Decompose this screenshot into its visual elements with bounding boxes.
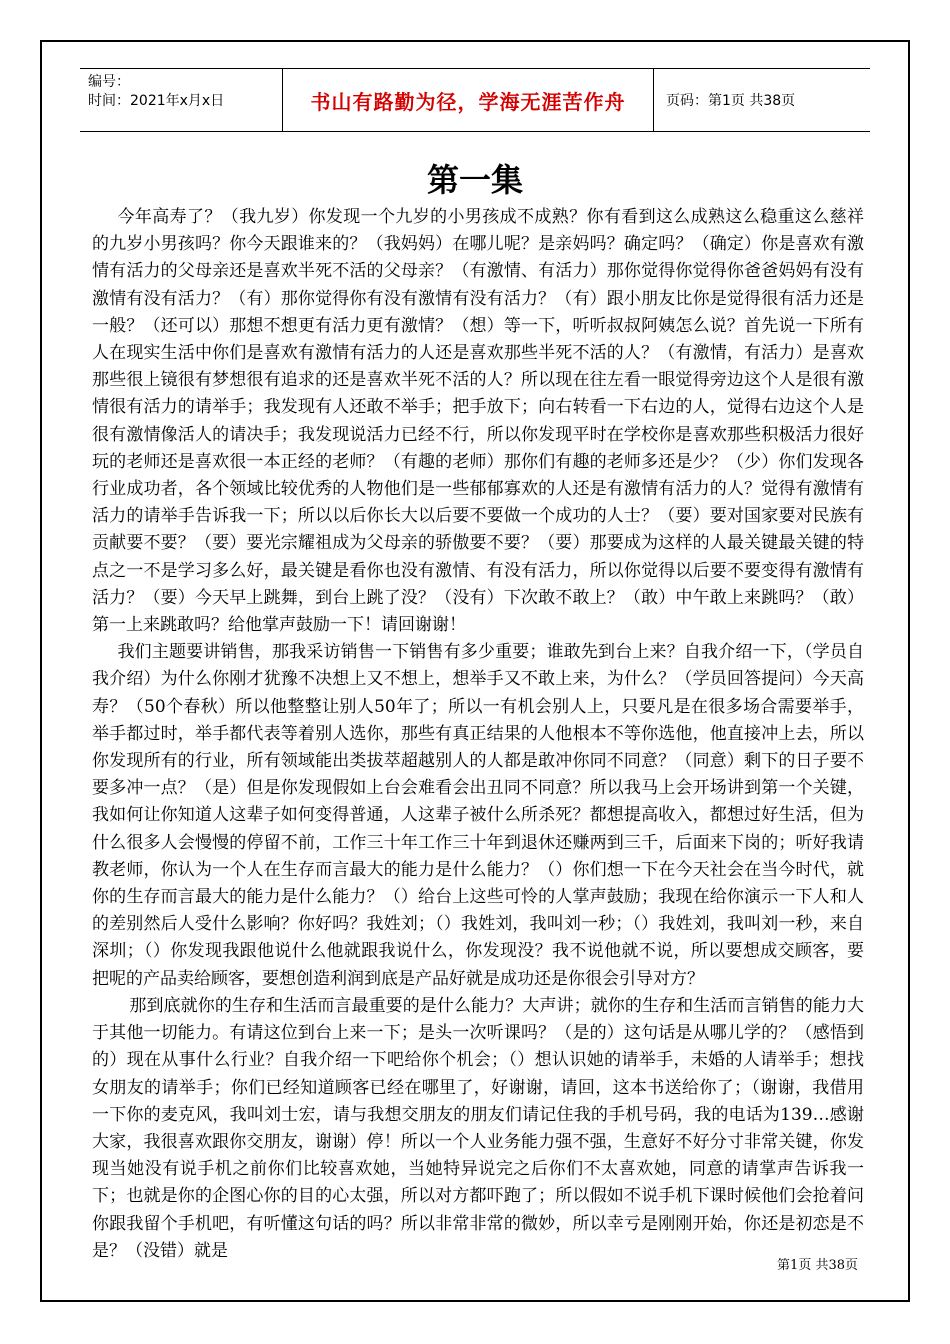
header-meta [80, 69, 282, 131]
header-page-info: 页码：第1页 共38页 [666, 93, 796, 109]
paragraph: 今年高寿了？（我九岁）你发现一个九岁的小男孩成不成熟？你有看到这么成熟这么稳重这么慈祥的九岁小男孩吗？你今天跟谁来的？（我妈妈）在哪儿呢？是亲妈吗？确定吗？（确定）你是喜欢有激情有活力的父母亲还是喜欢半死不活的父母亲？（有激情、有活力）那你觉得你觉得你爸爸妈妈有没有激情有没有活力？（有）那你觉得你有没有激情有没有活力？（有）跟小朋友比你是觉得很有活力还是一般？（还可以）那想不想更有活力更有激情？（想）等一下，听听叔叔阿姨怎么说？首先说一下所有人在现实生活中你们是喜欢有激情有活力的人还是喜欢那些半死不活的人？（有激情，有活力）是喜欢那些很上镜很有梦想很有追求的还是喜欢半死不活的人？所以现在往左看一眼觉得旁边这个人是很有激情很有活力的请举手；我发现有人还敢不举手；把手放下；向右转看一下右边的人，觉得右边这个人是很有激情像活人的请决手；我发现说活力已经不行，所以你发现平时在学校你是喜欢那些积极活力很好玩的老师还是喜欢很一本正经的老师？（有趣的老师）那你们有趣的老师多还是少？（少）你们发现各行业成功者，各个领域比较优秀的人物他们是一些郁郁寡欢的人还是有激情有活力的人？觉得有激情有活力的请举手告诉我一下；所以以后你长大以后要不要做一个成功的人士？（要）要对国家要对民族有贡献要不要？（要）要光宗耀祖成为父母亲的骄傲要不要？（要）那要成为这样的人最关键最关键的特点之一不是学习多么好，最关键是看你也没有激情、有没有活力，所以你觉得以后要不要变得有激情有活力？（要）今天早上跳舞，到台上跳了没？（没有）下次敢不敢上？（敢）中午敢上来跳吗？（敢）第一上来跳敢吗？给他掌声鼓励一下！请回谢谢！ [92, 207, 864, 636]
footer-page-number: 第1页 共38页 [777, 1258, 858, 1273]
page-title: 第一集 [426, 161, 523, 199]
date-label: 时间：2021年x月x日 [88, 93, 225, 109]
header-motto: 书山有路勤为径，学海无涯苦作舟 [282, 69, 654, 131]
paragraph: 那到底就你的生存和生活而言最重要的是什么能力？大声讲；就你的生存和生活而言销售的能力大于其他一切能力。有请这位到台上来一下；是头一次听课吗？（是的）这句话是从哪儿学的？（感悟到的）现在从事什么行业？自我介绍一下吧给你个机会；（）想认识她的请举手，未婚的人请举手；想找女朋友的请举手；你们已经知道顾客已经在哪里了，好谢谢，请回，这本书送给你了；（谢谢，我借用一下你的麦克风，我叫刘士宏，请与我想交朋友的朋友们请记住我的手机号码，我的电话为139…感谢大家，我很喜欢跟你交朋友，谢谢）停！所以一个人业务能力强不强，生意好不好分寸非常关键，你发现当她没有说手机之前你们比较喜欢她，当她特异说完之后你们不太喜欢她，同意的请掌声告诉我一下；也就是你的企图心你的目的心太强，所以对方都吓跑了；所以假如不说手机下课时候他们会抢着问你跟我留个手机吧，有听懂这句话的吗？所以非常非常的微妙，所以幸亏是刚刚开始，你还是初恋是不是？（没错）就是 [92, 995, 864, 1261]
document-body [92, 204, 864, 1265]
page-header [80, 68, 870, 132]
number-label: 编号： [88, 74, 130, 90]
paragraph: 我们主题要讲销售，那我采访销售一下销售有多少重要；谁敢先到台上来？自我介绍一下，（学员自我介绍）为什么你刚才犹豫不决想上又不想上，想举手又不敢上来，为什么？（学员回答提问）今天高寿？（50个春秋）所以他整整让别人50年了；所以一有机会别人上，只要凡是在很多场合需要举手，举手都过时，举手都代表等着别人选你，那些有真正结果的人他根本不等你选他，他直接冲上去，所以你发现所有的行业，所有领域能出类拔萃超越别人的人都是敢冲你同不同意？（同意）剩下的日子要不要多冲一点？（是）但是你发现假如上台会难看会出丑同不同意？所以我马上会开场讲到第一个关键，我如何让你知道人这辈子如何变得普通，人这辈子被什么所杀死？都想提高收入，都想过好生活，但为什么很多人会慢慢的停留不前，工作三十年工作三十年到退休还赚两到三千，后面来下岗的；听好我请教老师，你认为一个人在生存而言最大的能力是什么能力？（）你们想一下在今天社会在当今时代，就你的生存而言最大的能力是什么能力？（）给台上这些可怜的人掌声鼓励；我现在给你演示一下人和人的差别然后人受什么影响？你好吗？我姓刘；（）我姓刘，我叫刘一秒；（）我姓刘，我叫刘一秒，来自深圳；（）你发现我跟他说什么他就跟我说什么，你发现没？我不说他就不说，所以要想成交顾客，要把呢的产品卖给顾客，要想创造利润到底是产品好就是成功还是你很会引导对方？ [92, 642, 864, 989]
